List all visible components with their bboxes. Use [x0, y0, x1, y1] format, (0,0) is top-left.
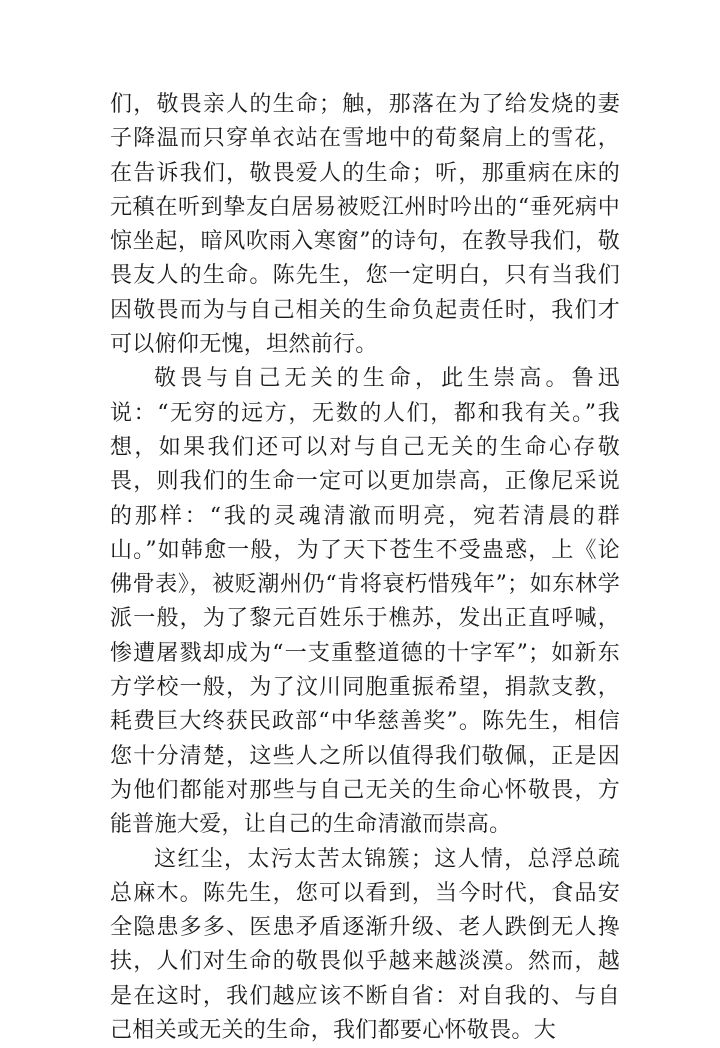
- paragraph-1: 们，敬畏亲人的生命；触，那落在为了给发烧的妻子降温而只穿单衣站在雪地中的荀粲肩上的雪花，在告诉我们，敬畏爱人的生命；听，那重病在床的元稹在听到挚友白居易被贬江州时吟出的“垂死病中惊坐起，暗风吹雨入寒窗”的诗句，在教导我们，敬畏友人的生命。陈先生，您一定明白，只有当我们因敬畏而为与自己相关的生命负起责任时，我们才可以俯仰无愧，坦然前行。: [110, 92, 620, 358]
- paragraph-3: 这红尘，太污太苦太锦簇；这人情，总浮总疏总麻木。陈先生，您可以看到，当今时代，食品安全隐患多多、医患矛盾逐渐升级、老人跌倒无人搀扶，人们对生命的敬畏似乎越来越淡漠。然而，越是在这时，我们越应该不断自省：对自我的、与自己相关或无关的生命，我们都要心怀敬畏。大: [110, 846, 620, 1044]
- paragraph-2: 敬畏与自己无关的生命，此生崇高。鲁迅说：“无穷的远方，无数的人们，都和我有关。”我想，如果我们还可以对与自己无关的生命心存敬畏，则我们的生命一定可以更加崇高，正像尼采说的那样：“我的灵魂清澈而明亮，宛若清晨的群山。”如韩愈一般，为了天下苍生不受蛊惑，上《论佛骨表》，被贬潮州仍“肯将衰朽惜残年”；如东林学派一般，为了黎元百姓乐于樵苏，发出正直呼喊，惨遭屠戮却成为“一支重整道德的十字军”；如新东方学校一般，为了汶川同胞重振希望，捐款支教，耗费巨大终获民政部“中华慈善奖”。陈先生，相信您十分清楚，这些人之所以值得我们敬佩，正是因为他们都能对那些与自己无关的生命心怀敬畏，方能普施大爱，让自己的生命清澈而崇高。: [110, 366, 620, 838]
